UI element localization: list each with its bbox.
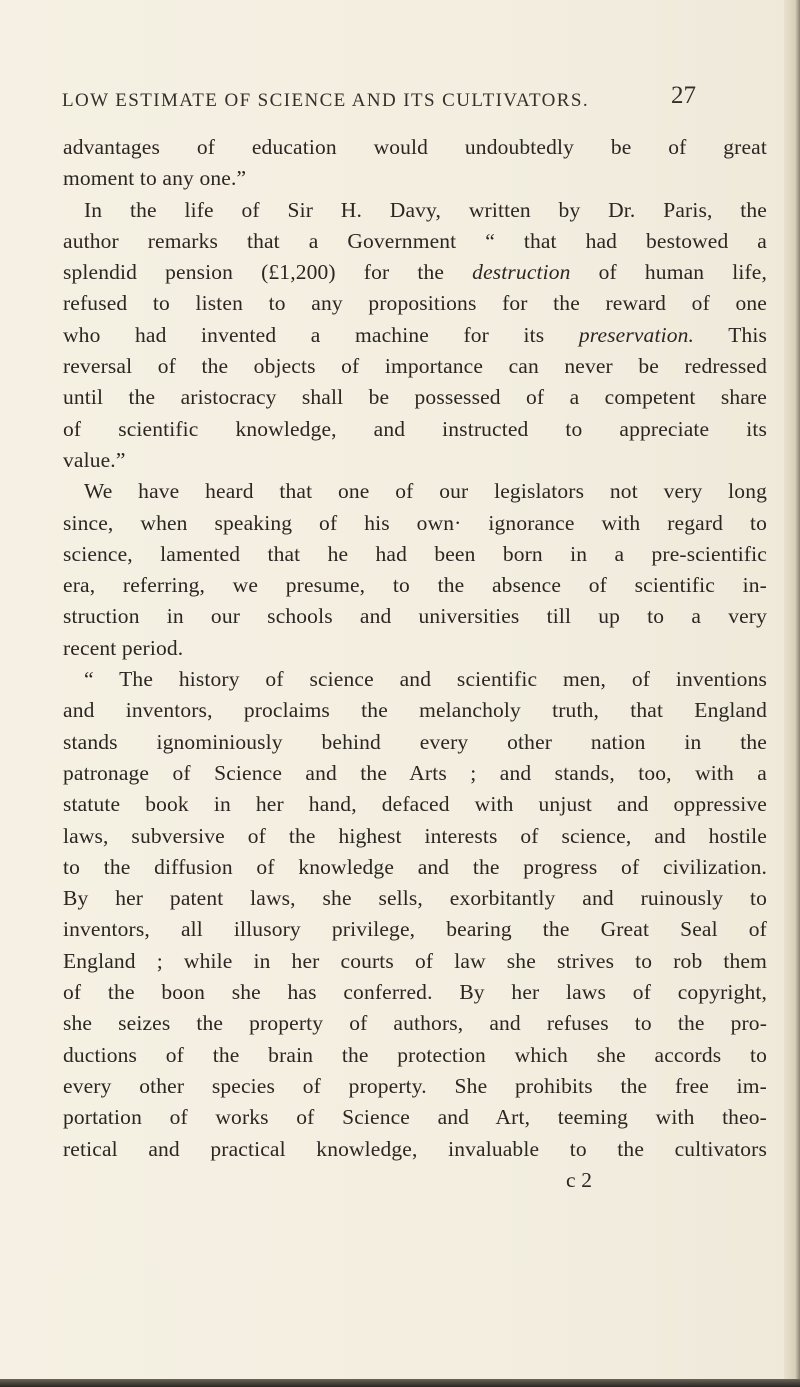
- text-line: inventors, all illusory privilege, bearing the Great Seal of: [63, 917, 767, 942]
- text-segment: splendid pension (£1,200) for the: [63, 260, 445, 285]
- text-line: since, when speaking of his own· ignorance with regard to: [63, 510, 767, 535]
- text-line: era, referring, we presume, to the absence of scientific in-: [63, 573, 767, 598]
- text-line: and inventors, proclaims the melancholy truth, that England: [63, 698, 767, 723]
- italic-word: preservation.: [578, 322, 695, 347]
- body-text: [63, 132, 767, 1196]
- page-bottom-edge: [0, 1379, 800, 1387]
- text-line: portation of works of Science and Art, teeming with theo-: [63, 1105, 767, 1130]
- text-line: of the boon she has conferred. By her laws of copyright,: [63, 980, 767, 1005]
- text-segment: of human life,: [598, 260, 767, 285]
- text-line: [63, 320, 767, 351]
- text-line: patronage of Science and the Arts ; and stands, too, with a: [63, 760, 767, 785]
- text-line: England ; while in her courts of law she strives to rob them: [63, 948, 767, 973]
- text-line: ductions of the brain the protection which she accords to: [63, 1042, 767, 1067]
- paragraph-start-line: “ The history of science and scientific men, of inventions: [84, 667, 767, 692]
- text-line: retical and practical knowledge, invaluable to the cultivators: [63, 1136, 767, 1161]
- text-line: of scientific knowledge, and instructed to appreciate its: [63, 416, 767, 441]
- paragraph-start-line: We have heard that one of our legislators not very long: [84, 479, 767, 504]
- text-line: statute book in her hand, defaced with unjust and oppressive: [63, 792, 767, 817]
- page-fore-edge: [784, 0, 800, 1387]
- text-line: until the aristocracy shall be possessed of a competent share: [63, 385, 767, 410]
- text-segment: This: [728, 322, 768, 347]
- text-line: reversal of the objects of importance can never be redressed: [63, 354, 767, 379]
- text-line: she seizes the property of authors, and refuses to the pro-: [63, 1011, 767, 1036]
- text-line: value.”: [63, 447, 126, 472]
- text-segment: who had invented a machine for its: [63, 322, 545, 347]
- text-line: laws, subversive of the highest interests of science, and hostile: [63, 823, 767, 848]
- page-number: 27: [671, 82, 696, 109]
- text-line: to the diffusion of knowledge and the progress of civilization.: [63, 854, 767, 879]
- running-head-title: LOW ESTIMATE OF SCIENCE AND ITS CULTIVATORS.: [62, 90, 589, 111]
- text-line: author remarks that a Government “ that had bestowed a: [63, 228, 767, 253]
- italic-word: destruction: [472, 260, 571, 285]
- paragraph-start-line: In the life of Sir H. Davy, written by Dr. Paris, the: [84, 197, 767, 222]
- text-line: struction in our schools and universities till up to a very: [63, 604, 767, 629]
- text-line: science, lamented that he had been born in a pre-scientific: [63, 541, 767, 566]
- signature-mark: c 2: [566, 1167, 593, 1192]
- text-line: [63, 257, 767, 288]
- text-line: refused to listen to any propositions for the reward of one: [63, 291, 767, 316]
- text-line: advantages of education would undoubtedly be of great: [63, 135, 767, 159]
- text-line: By her patent laws, she sells, exorbitantly and ruinously to: [63, 886, 767, 911]
- text-line: moment to any one.”: [63, 166, 247, 191]
- text-line: every other species of property. She prohibits the free im-: [63, 1073, 767, 1098]
- text-line: recent period.: [63, 635, 184, 660]
- running-head: [62, 82, 696, 118]
- text-line: stands ignominiously behind every other nation in the: [63, 729, 767, 754]
